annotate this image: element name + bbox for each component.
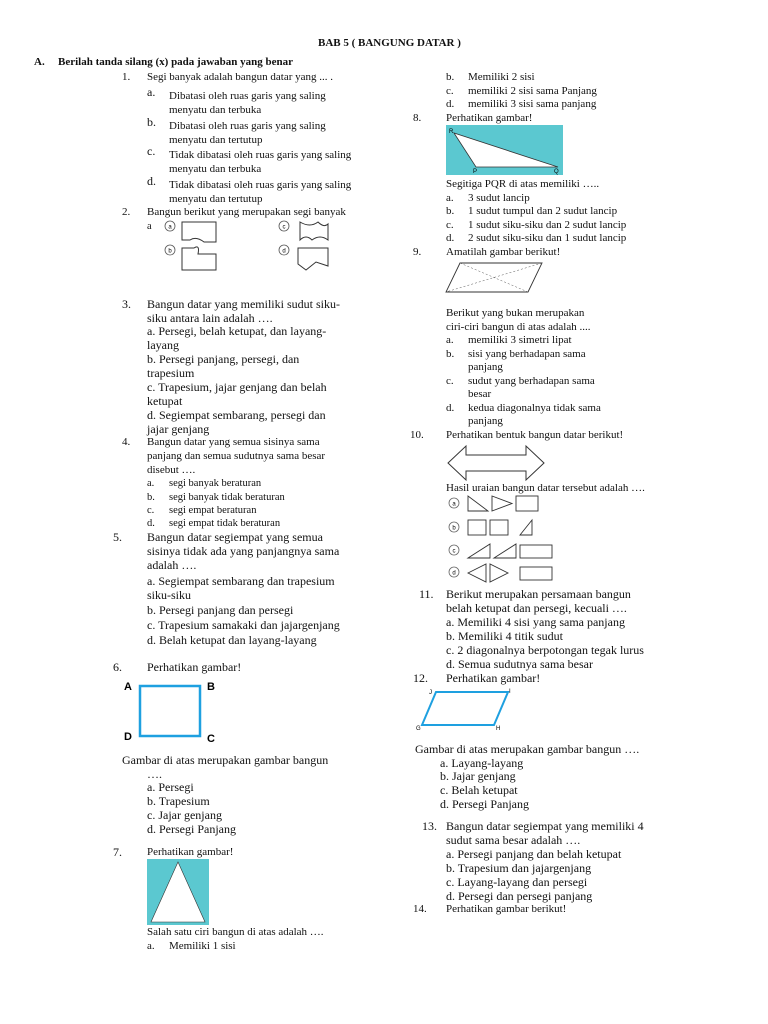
q4-line: Bangun datar yang semua sisinya sama	[147, 436, 320, 448]
q13-line: Bangun datar segiempat yang memiliki 4	[446, 819, 644, 833]
q9-option-text: memiliki 3 simetri lipat	[468, 334, 572, 346]
q8-option-label[interactable]: a.	[446, 192, 454, 204]
q12-label-g: G	[416, 726, 421, 732]
q13-option-b[interactable]: b. Trapesium dan jajargenjang	[446, 861, 592, 875]
q4-line: disebut ….	[147, 464, 196, 476]
q6-option-a[interactable]: a. Persegi	[147, 780, 194, 794]
q11-option-c[interactable]: c. 2 diagonalnya berpotongan tegak lurus	[446, 643, 644, 657]
q11-option-b[interactable]: b. Memiliki 4 titik sudut	[446, 629, 564, 643]
q7-option-label[interactable]: a.	[147, 940, 155, 952]
q1-option-text: Tidak dibatasi oleh ruas garis yang saling	[169, 149, 352, 161]
q6-text: Perhatikan gambar!	[147, 660, 242, 674]
q3-number: 3.	[122, 297, 131, 311]
q8-option-label[interactable]: c.	[446, 219, 454, 231]
q13-number: 13.	[422, 819, 437, 833]
q7-triangle-figure	[147, 859, 209, 925]
q12-label-h: H	[496, 726, 501, 732]
q13-option-c[interactable]: c. Layang-layang dan persegi	[446, 875, 588, 889]
q1-option-label[interactable]: b.	[147, 115, 156, 129]
q7-option-text: memiliki 3 sisi sama panjang	[468, 98, 597, 110]
q5-line: siku-siku	[147, 588, 192, 602]
q10-text: Perhatikan bentuk bangun datar berikut!	[446, 429, 624, 441]
q12-option-a[interactable]: a. Layang-layang	[440, 756, 524, 770]
q9-stem: Berikut yang bukan merupakan	[446, 307, 585, 319]
q8-stem: Segitiga PQR di atas memiliki …..	[446, 178, 600, 190]
q4-option-text: segi banyak beraturan	[169, 478, 262, 489]
q6-label-b: B	[207, 681, 215, 693]
q9-option-label[interactable]: c.	[446, 375, 454, 387]
q6-option-c[interactable]: c. Jajar genjang	[147, 808, 222, 822]
q7-option-label[interactable]: b.	[446, 71, 455, 83]
q9-parallelogram-figure	[444, 260, 544, 296]
page-title: BAB 5 ( BANGUNG DATAR )	[318, 37, 461, 49]
q11-line: Berikut merupakan persamaan bangun	[446, 587, 631, 601]
q10-option-c-marker: c	[452, 548, 456, 555]
q1-option-text: menyatu dan tertutup	[169, 193, 263, 205]
q5-line: Bangun datar segiempat yang semua	[147, 530, 323, 544]
section-instruction: Berilah tanda silang (x) pada jawaban yang benar	[58, 56, 294, 68]
q10-stem: Hasil uraian bangun datar tersebut adalah ….	[446, 482, 645, 494]
q9-option-text: panjang	[468, 361, 503, 373]
q11-line: belah ketupat dan persegi, kecuali ….	[446, 601, 627, 615]
q4-option-text: segi empat beraturan	[169, 505, 257, 516]
q14-number: 14.	[413, 903, 427, 915]
q9-number: 9.	[413, 246, 422, 258]
q7-option-text: Memiliki 1 sisi	[169, 940, 236, 952]
q6-line: ….	[147, 767, 162, 781]
q5-option-c[interactable]: c. Trapesium samakaki dan jajargenjang	[147, 618, 340, 632]
q7-stem: Salah satu ciri bangun di atas adalah ….	[147, 926, 324, 938]
q12-line: Gambar di atas merupakan gambar bangun ….	[415, 742, 640, 756]
q5-option-a[interactable]: a. Segiempat sembarang dan trapesium	[147, 574, 335, 588]
q8-label-r: R	[449, 129, 454, 135]
q6-label-a: A	[124, 681, 132, 693]
q10-option-b-marker: b	[452, 525, 456, 532]
q6-option-b[interactable]: b. Trapesium	[147, 794, 210, 808]
q5-line: adalah ….	[147, 558, 197, 572]
q7-option-text: Memiliki 2 sisi	[468, 71, 535, 83]
q1-option-label[interactable]: c.	[147, 144, 156, 158]
q1-option-label[interactable]: d.	[147, 174, 156, 188]
q9-option-text: kedua diagonalnya tidak sama	[468, 402, 601, 414]
q2-number: 2.	[122, 206, 131, 218]
q12-option-b[interactable]: b. Jajar genjang	[440, 769, 516, 783]
q9-option-label[interactable]: d.	[446, 402, 455, 414]
q6-label-c: C	[207, 733, 215, 745]
q13-option-d[interactable]: d. Persegi dan persegi panjang	[446, 889, 593, 903]
q8-option-label[interactable]: b.	[446, 205, 455, 217]
q1-option-text: Tidak dibatasi oleh ruas garis yang saling	[169, 179, 352, 191]
q2-shapes-figure	[160, 218, 350, 280]
q9-option-label[interactable]: a.	[446, 334, 454, 346]
q9-option-text: besar	[468, 388, 492, 400]
q10-arrow-shape-figure	[446, 444, 546, 482]
q6-label-d: D	[124, 731, 132, 743]
q8-number: 8.	[413, 112, 422, 124]
q7-text: Perhatikan gambar!	[147, 846, 234, 858]
q3-option-a[interactable]: a. Persegi, belah ketupat, dan layang-	[147, 324, 327, 338]
q9-text: Amatilah gambar berikut!	[446, 246, 561, 258]
q4-option-label[interactable]: a.	[147, 478, 155, 489]
q13-line: sudut sama besar adalah ….	[446, 833, 581, 847]
q8-option-text: 3 sudut lancip	[468, 192, 530, 204]
q3-option-c[interactable]: c. Trapesium, jajar genjang dan belah	[147, 380, 327, 394]
q6-line: Gambar di atas merupakan gambar bangun	[122, 753, 329, 767]
q8-label-q: Q	[554, 169, 559, 175]
q12-option-d[interactable]: d. Persegi Panjang	[440, 797, 529, 811]
q1-option-text: menyatu dan terbuka	[169, 104, 262, 116]
q9-option-text: sudut yang berhadapan sama	[468, 375, 595, 387]
q6-square-figure	[118, 676, 238, 748]
q4-option-label[interactable]: b.	[147, 492, 155, 503]
q5-option-b[interactable]: b. Persegi panjang dan persegi	[147, 603, 294, 617]
q6-option-d[interactable]: d. Persegi Panjang	[147, 822, 236, 836]
q9-option-text: sisi yang berhadapan sama	[468, 348, 586, 360]
q12-option-c[interactable]: c. Belah ketupat	[440, 783, 518, 797]
q2-fragment: a	[147, 221, 152, 232]
q8-triangle-figure	[446, 125, 563, 175]
q7-number: 7.	[113, 845, 122, 859]
q8-label-p: P	[473, 169, 478, 175]
q12-parallelogram-figure	[414, 685, 514, 735]
q3-line: siku antara lain adalah ….	[147, 311, 273, 325]
q3-option-b[interactable]: b. Persegi panjang, persegi, dan	[147, 352, 300, 366]
q3-option-d[interactable]: d. Segiempat sembarang, persegi dan	[147, 408, 326, 422]
q3-line: ketupat	[147, 394, 183, 408]
q7-option-label[interactable]: d.	[446, 98, 455, 110]
q4-option-label[interactable]: d.	[147, 518, 155, 529]
q1-number: 1.	[122, 71, 131, 83]
q4-number: 4.	[122, 436, 131, 448]
q2-option-a-marker: a	[168, 224, 172, 231]
q8-option-text: 1 sudut tumpul dan 2 sudut lancip	[468, 205, 618, 217]
q3-line: jajar genjang	[147, 422, 210, 436]
q12-number: 12.	[413, 671, 428, 685]
q1-option-text: Dibatasi oleh ruas garis yang saling	[169, 90, 326, 102]
q10-options-figure	[446, 494, 556, 584]
q8-option-text: 2 sudut siku-siku dan 1 sudut lancip	[468, 232, 627, 244]
q1-option-label[interactable]: a.	[147, 85, 156, 99]
q1-option-text: Dibatasi oleh ruas garis yang saling	[169, 120, 326, 132]
q13-option-a[interactable]: a. Persegi panjang dan belah ketupat	[446, 847, 622, 861]
q1-text: Segi banyak adalah bangun datar yang ... .	[147, 71, 334, 83]
q4-line: panjang dan semua sudutnya sama besar	[147, 450, 326, 462]
q2-option-d-marker: d	[282, 248, 286, 255]
q3-line: trapesium	[147, 366, 195, 380]
q9-stem: ciri-ciri bangun di atas adalah ....	[446, 321, 591, 333]
q11-option-d[interactable]: d. Semua sudutnya sama besar	[446, 657, 593, 671]
q2-option-b-marker: c	[282, 224, 286, 231]
q14-text: Perhatikan gambar berikut!	[446, 903, 567, 915]
q10-number: 10.	[410, 429, 424, 441]
q2-text: Bangun berikut yang merupakan segi banyak	[147, 206, 346, 218]
q8-option-label[interactable]: d.	[446, 232, 455, 244]
q7-option-label[interactable]: c.	[446, 85, 454, 97]
q12-label-j: J	[429, 690, 432, 696]
q4-option-text: segi empat tidak beraturan	[169, 518, 281, 529]
q2-option-c-marker: b	[168, 248, 172, 255]
q4-option-text: segi banyak tidak beraturan	[169, 492, 285, 503]
q11-number: 11.	[419, 587, 434, 601]
q5-number: 5.	[113, 530, 122, 544]
q3-line: Bangun datar yang memiliki sudut siku-	[147, 297, 340, 311]
q4-option-label[interactable]: c.	[147, 505, 155, 516]
q8-text: Perhatikan gambar!	[446, 112, 533, 124]
q9-option-text: panjang	[468, 415, 503, 427]
q6-number: 6.	[113, 660, 122, 674]
section-label: A.	[34, 56, 45, 68]
q5-line: sisinya tidak ada yang panjangnya sama	[147, 544, 340, 558]
q5-option-d[interactable]: d. Belah ketupat dan layang-layang	[147, 633, 317, 647]
q12-label-i: I	[509, 689, 511, 695]
q9-option-label[interactable]: b.	[446, 348, 455, 360]
q10-option-d-marker: d	[452, 570, 456, 577]
q1-option-text: menyatu dan tertutup	[169, 134, 263, 146]
q11-option-a[interactable]: a. Memiliki 4 sisi yang sama panjang	[446, 615, 625, 629]
q8-option-text: 1 sudut siku-siku dan 2 sudut lancip	[468, 219, 627, 231]
q12-text: Perhatikan gambar!	[446, 671, 541, 685]
q10-option-a-marker: a	[452, 501, 456, 508]
q3-line: layang	[147, 338, 179, 352]
q7-option-text: memiliki 2 sisi sama Panjang	[468, 85, 597, 97]
q1-option-text: menyatu dan terbuka	[169, 163, 262, 175]
